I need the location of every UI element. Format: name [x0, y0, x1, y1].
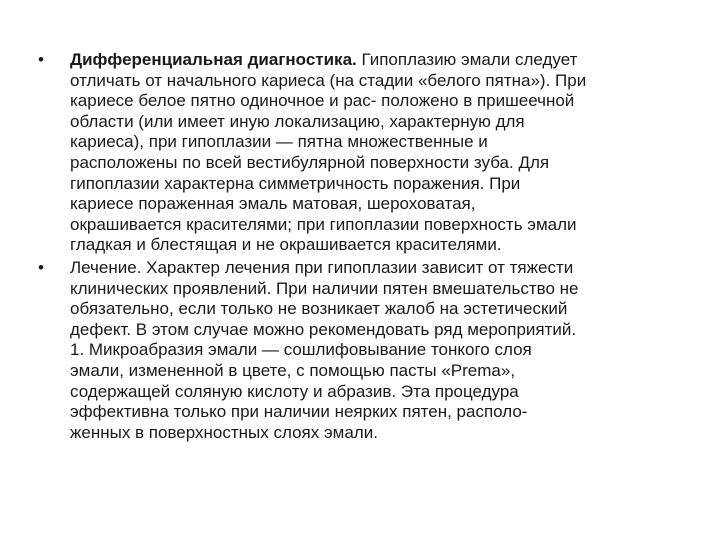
text-line: 1. Микроабразия эмали — сошлифовывание тонкого слоя	[70, 340, 532, 360]
text-line: клинических проявлений. При наличии пятен вмешательство не	[70, 278, 579, 298]
text-line: обязательно, если только не возникает жалоб на эстетический	[70, 299, 568, 319]
bullet-differential-diagnosis	[36, 50, 686, 256]
text-line: эмали, измененной в цвете, с помощью пасты «Prema»,	[70, 360, 516, 380]
bullet-marker: •	[38, 257, 44, 277]
text-line: гладкая и блестящая и не окрашивается красителями.	[70, 235, 502, 255]
text-line: отличать от начального кариеса (на стадии «белого пятна»). При	[70, 70, 587, 90]
bullet-marker: •	[38, 50, 44, 69]
text-line: окрашивается красителями; при гипоплазии поверхность эмали	[70, 214, 577, 234]
slide-content	[36, 50, 686, 445]
text-line	[70, 50, 686, 71]
text-line: кариесе белое пятно одиночное и рас- положено в пришеечной	[70, 91, 575, 111]
bullet-treatment	[36, 258, 686, 443]
text-line: гипоплазии характерна симметричность поражения. При	[70, 173, 521, 193]
text-line: кариесе пораженная эмаль матовая, шероховатая,	[70, 194, 476, 214]
text-line: кариеса), при гипоплазии — пятна множественные и	[70, 132, 488, 152]
text-line: эффективна только при наличии неярких пятен, располо-	[70, 402, 528, 422]
text-line: Лечение. Характер лечения при гипоплазии зависит от тяжести	[70, 257, 574, 277]
text-line: дефект. В этом случае можно рекомендовать ряд мероприятий.	[70, 319, 577, 339]
text-line: области (или имеет иную локализацию, характерную для	[70, 111, 525, 131]
text-line: содержащей соляную кислоту и абразив. Эта процедура	[70, 381, 519, 401]
text-line: женных в поверхностных слоях эмали.	[70, 422, 378, 442]
text-line: расположены по всей вестибулярной поверхности зуба. Для	[70, 152, 550, 172]
text-line-continuation: Гипоплазию эмали следует	[356, 50, 578, 69]
bullet-heading: Дифференциальная диагностика.	[70, 50, 357, 69]
